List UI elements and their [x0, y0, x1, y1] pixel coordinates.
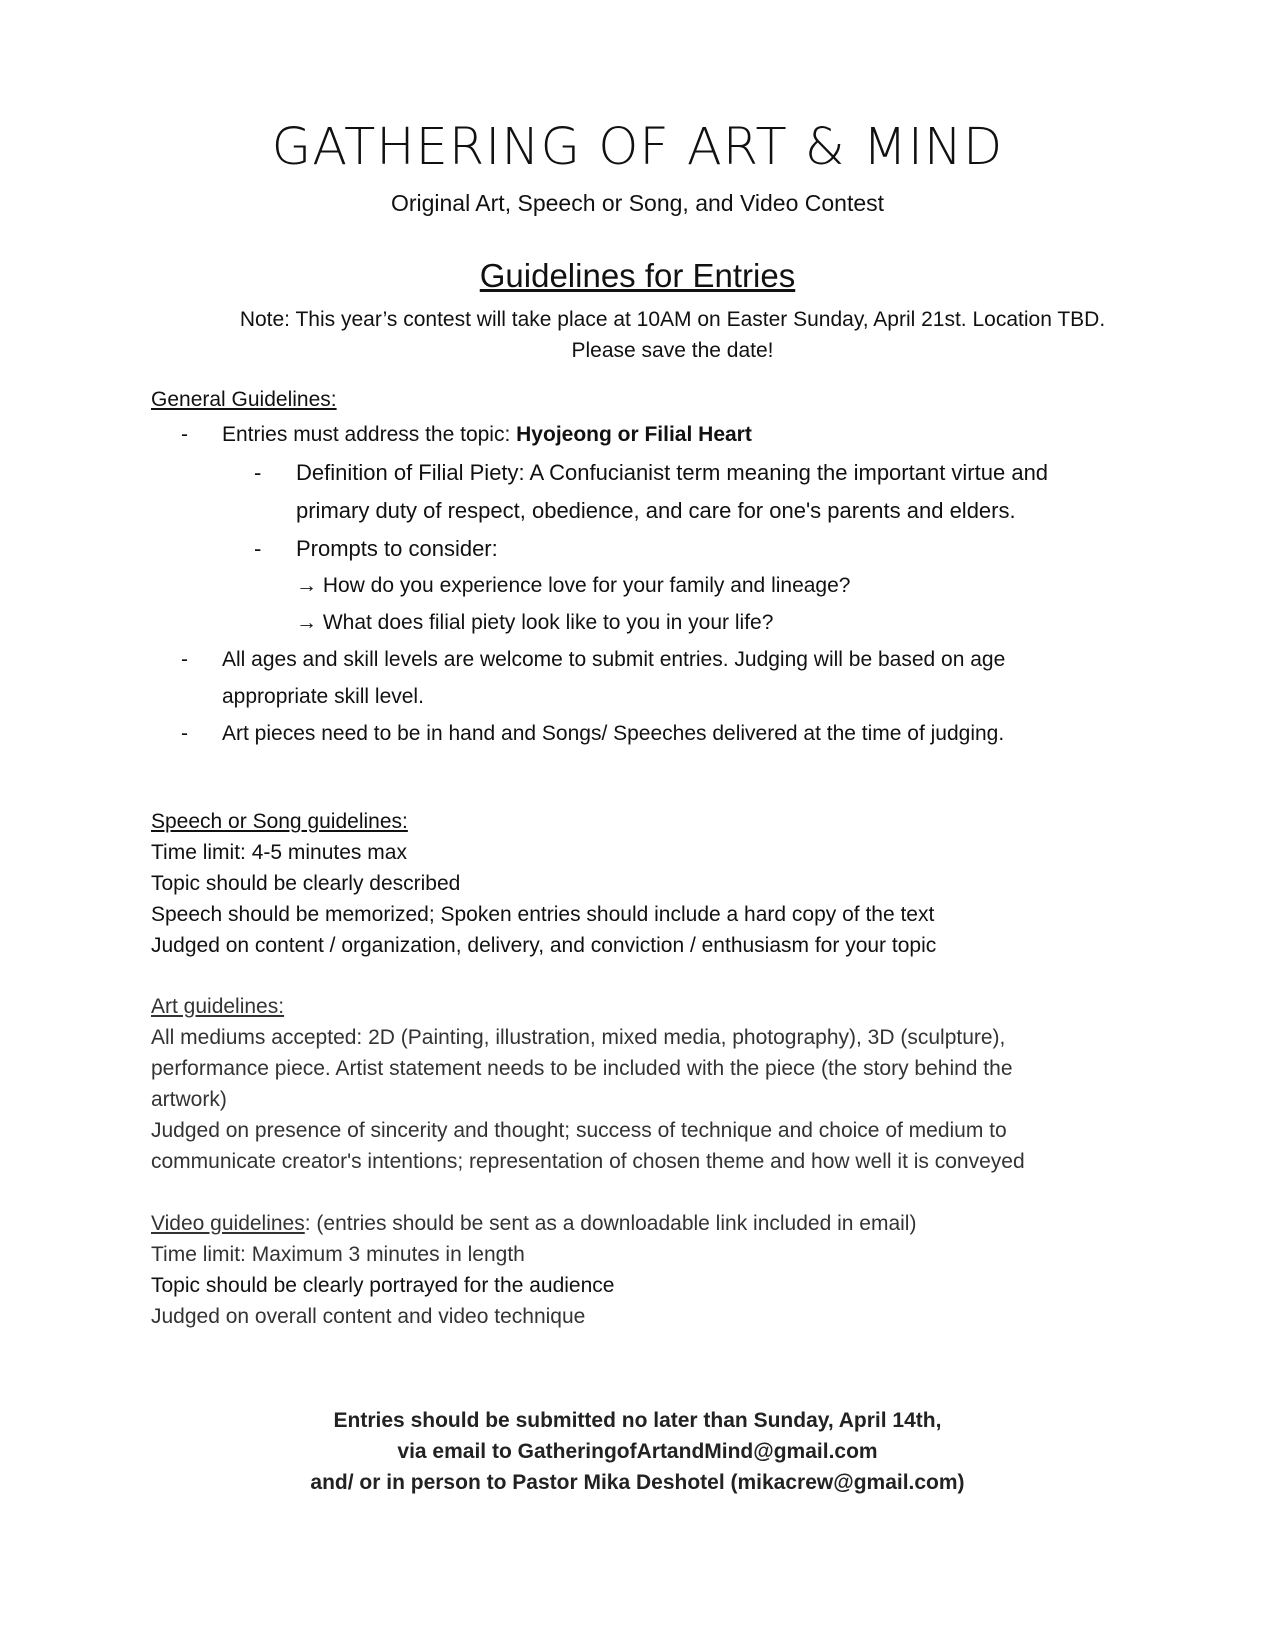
prompt-item: → What does filial piety look like to you in your life? — [296, 611, 774, 634]
submission-contact-line: and/ or in person to Pastor Mika Deshotel (mikacrew@gmail.com) — [310, 1471, 965, 1494]
contest-note: Note: This year’s contest will take place at 10AM on Easter Sunday, April 21st. Location TBD. Please save the date! — [239, 308, 1106, 362]
definition-line-1: Definition of Filial Piety: A Confucianist term meaning the important virtue and — [296, 460, 1049, 485]
video-guidelines-section — [151, 1208, 1151, 1332]
speech-guidelines-section — [151, 806, 1151, 961]
speech-line: Time limit: 4-5 minutes max — [151, 841, 407, 864]
speech-line: Topic should be clearly described — [151, 872, 461, 895]
video-guidelines-note: : (entries should be sent as a downloadable link included in email) — [304, 1212, 917, 1235]
speech-line: Judged on content / organization, delivery, and conviction / enthusiasm for your topic — [151, 934, 937, 957]
bullet-ages-line-1: All ages and skill levels are welcome to submit entries. Judging will be based on age — [222, 648, 1006, 671]
video-guidelines-heading: Video guidelines — [151, 1212, 305, 1235]
bullet-topic-prefix: Entries must address the topic: — [222, 423, 517, 446]
submission-line: Entries should be submitted no later than Sunday, April 14th, — [333, 1409, 942, 1432]
speech-line: Speech should be memorized; Spoken entries should include a hard copy of the text — [151, 903, 935, 926]
bullet-art-pieces: Art pieces need to be in hand and Songs/ Speeches delivered at the time of judging. — [222, 722, 1005, 745]
speech-guidelines-heading: Speech or Song guidelines: — [151, 810, 408, 833]
submission-email-line: via email to GatheringofArtandMind@gmail.com — [397, 1440, 878, 1463]
video-line: Judged on overall content and video technique — [151, 1305, 586, 1328]
art-line: performance piece. Artist statement needs to be included with the piece (the story behind the — [151, 1057, 1013, 1080]
art-line: All mediums accepted: 2D (Painting, illustration, mixed media, photography), 3D (sculpture), — [151, 1026, 1006, 1049]
bullet-dash: - — [181, 648, 188, 671]
guidelines-heading: Guidelines for Entries — [479, 257, 796, 294]
prompts-label: Prompts to consider: — [296, 536, 498, 561]
prompt-item: → How do you experience love for your family and lineage? — [296, 574, 851, 597]
page-title: GATHERING OF ART & MIND — [271, 118, 1004, 177]
art-guidelines-section — [151, 991, 1151, 1177]
sub-bullet-dash: - — [254, 536, 262, 561]
bullet-topic — [222, 416, 752, 454]
topic-name: Hyojeong or Filial Heart — [516, 423, 752, 446]
bullet-dash: - — [181, 423, 188, 446]
definition-line-2: primary duty of respect, obedience, and care for one's parents and elders. — [296, 498, 1016, 523]
art-line: artwork) — [151, 1088, 227, 1111]
art-line: Judged on presence of sincerity and thought; success of technique and choice of medium to — [151, 1119, 1007, 1142]
submission-info — [0, 1405, 1275, 1498]
art-guidelines-heading: Art guidelines: — [151, 995, 285, 1018]
video-line: Time limit: Maximum 3 minutes in length — [151, 1243, 525, 1266]
bullet-ages-line-2: appropriate skill level. — [222, 685, 424, 708]
general-guidelines-heading: General Guidelines: — [151, 388, 337, 411]
sub-bullet-dash: - — [254, 460, 262, 485]
video-guidelines-header-line — [151, 1208, 1151, 1239]
art-line: communicate creator's intentions; representation of chosen theme and how well it is conveyed — [151, 1150, 1025, 1173]
video-line: Topic should be clearly portrayed for the audience — [151, 1274, 615, 1297]
page-subtitle: Original Art, Speech or Song, and Video Contest — [390, 190, 885, 216]
bullet-dash: - — [181, 722, 188, 745]
